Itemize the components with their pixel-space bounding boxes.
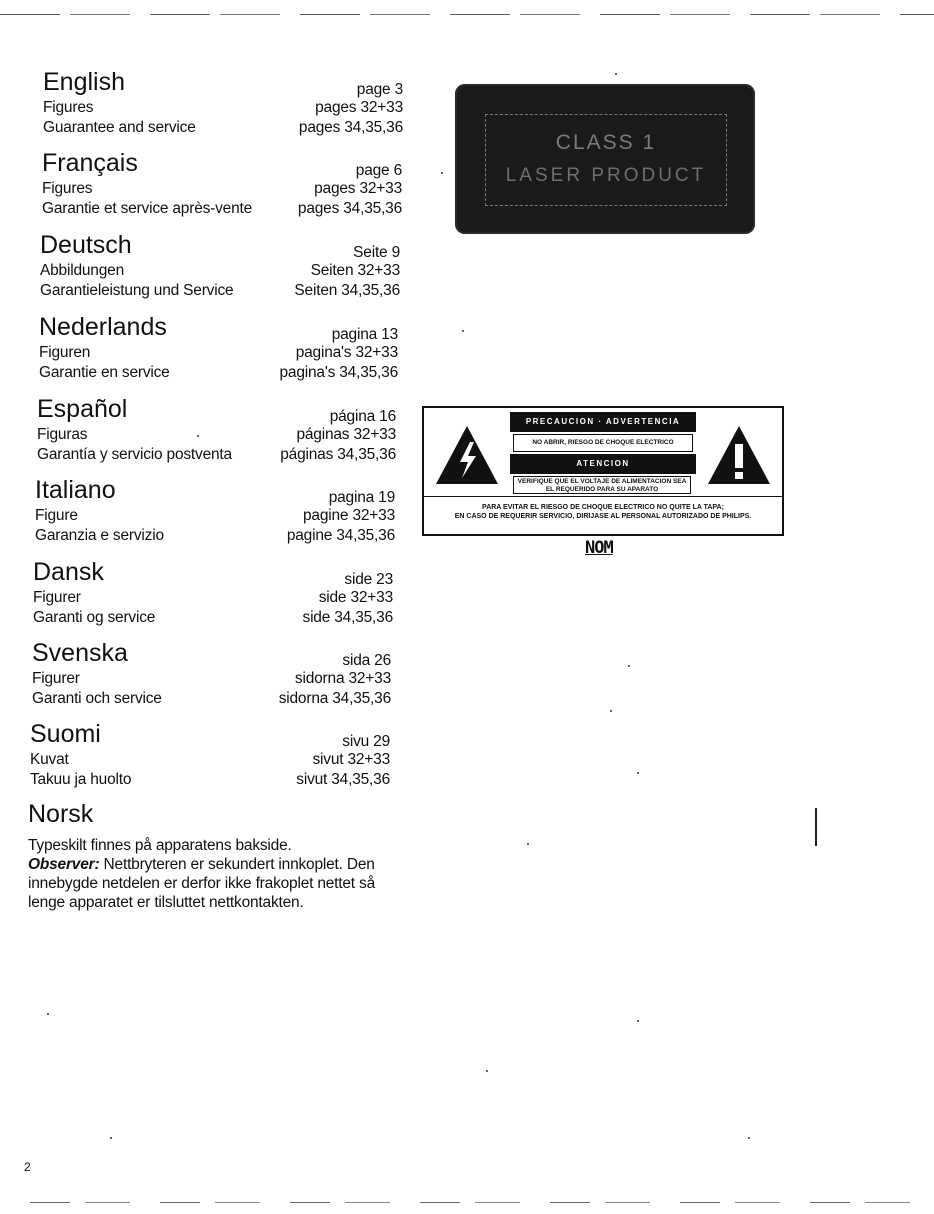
toc-row-page: side 34,35,36	[302, 609, 393, 626]
scan-speck	[637, 772, 639, 774]
scan-speck	[197, 435, 199, 437]
toc-row-page: pagina's 34,35,36	[279, 364, 398, 381]
toc-row-page: page 3	[356, 81, 403, 98]
toc-row-label: Garantía y servicio postventa	[37, 446, 232, 463]
toc-row-page: pages 32+33	[314, 180, 402, 197]
exclamation-warning-icon	[696, 408, 782, 496]
toc-row-label: Garantie en service	[39, 364, 170, 381]
scan-speck	[47, 1013, 49, 1015]
toc-row-page: pagine 32+33	[303, 507, 395, 524]
toc-row-page: pagina 19	[328, 489, 395, 506]
toc-row-page: sida 26	[342, 652, 391, 669]
observer-label: Observer:	[28, 856, 100, 873]
lang-heading: Italiano	[35, 476, 116, 504]
norsk-text	[28, 836, 408, 912]
toc-row-label: Figuras	[37, 426, 88, 443]
observer-text: Nettbryteren er sekundert innkoplet. Den innebygde netdelen er derfor ikke frakoplet nettet så lenge apparatet er tilsluttet nettkontakten.	[28, 856, 375, 911]
toc-row-label: Figurer	[32, 670, 80, 687]
scan-speck	[637, 1020, 639, 1022]
toc-row-page: páginas 32+33	[296, 426, 396, 443]
toc-row-label: Figurer	[33, 589, 81, 606]
toc-row-page: pages 34,35,36	[298, 119, 403, 136]
toc-row-label: Figures	[43, 99, 94, 116]
toc-row-label: Kuvat	[30, 751, 69, 768]
scan-speck	[628, 665, 630, 667]
toc-row-page: Seite 9	[353, 244, 400, 261]
lightning-warning-icon	[424, 408, 510, 496]
scan-speck	[527, 843, 529, 845]
toc-row-label: Garanti og service	[33, 609, 156, 626]
scan-speck	[462, 330, 464, 332]
toc-row-page: side 23	[344, 571, 393, 588]
warning-text-block	[510, 408, 696, 496]
scan-speck	[610, 710, 612, 712]
laser-label-line2: LASER PRODUCT	[505, 165, 707, 186]
toc-row-label: Figuren	[39, 344, 91, 361]
warning-bottom-line2: EN CASO DE REQUERIR SERVICIO, DIRIJASE AL PERSONAL AUTORIZADO DE PHILIPS.	[454, 513, 752, 520]
toc-row-label: Takuu ja huolto	[30, 771, 132, 788]
toc-row-page: pagine 34,35,36	[286, 527, 395, 544]
scan-speck	[441, 172, 443, 174]
scan-speck	[615, 73, 617, 75]
lang-heading-norsk: Norsk	[28, 800, 94, 828]
toc-row-label: Garantieleistung und Service	[40, 282, 234, 299]
scan-speck	[748, 1137, 750, 1139]
lang-heading: Français	[42, 149, 138, 177]
warning-line1: NO ABRIR, RIESGO DE CHOQUE ELECTRICO	[513, 434, 693, 452]
lang-heading: Deutsch	[40, 231, 132, 259]
top-scan-rule	[0, 14, 934, 15]
lang-heading: Dansk	[33, 558, 104, 586]
toc-row-page: sivu 29	[342, 733, 390, 750]
toc-row-page: página 16	[329, 408, 396, 425]
toc-row-page: pagina 13	[331, 326, 398, 343]
warning-line2: VERIFIQUE QUE EL VOLTAJE DE ALIMENTACION SEA EL REQUERIDO PARA SU APARATO	[513, 476, 691, 494]
toc-row-label: Figures	[42, 180, 93, 197]
laser-label-line1: CLASS 1	[555, 131, 657, 154]
warning-bottom-line1: PARA EVITAR EL RIESGO DE CHOQUE ELECTRICO NO QUITE LA TAPA;	[482, 504, 724, 511]
toc-row-label: Guarantee and service	[43, 119, 196, 136]
toc-row-page: sidorna 32+33	[294, 670, 391, 687]
lang-heading: English	[43, 68, 125, 96]
toc-row-page: sivut 32+33	[312, 751, 390, 768]
toc-row-page: pagina's 32+33	[295, 344, 398, 361]
scan-speck	[110, 1137, 112, 1139]
bottom-scan-rule	[30, 1202, 930, 1203]
toc-row-label: Garanti och service	[32, 690, 162, 707]
atencion-header: ATENCION	[510, 454, 696, 474]
margin-mark	[815, 808, 817, 846]
warning-header: PRECAUCION · ADVERTENCIA	[510, 412, 696, 432]
toc-row-label: Abbildungen	[40, 262, 124, 279]
laser-class-label	[455, 84, 755, 234]
lang-heading: Español	[37, 395, 128, 423]
warning-label	[422, 406, 784, 536]
toc-row-page: sivut 34,35,36	[296, 771, 390, 788]
page-number: 2	[24, 1160, 31, 1174]
toc-row-label: Garantie et service après-vente	[42, 200, 253, 217]
toc-row-page: side 32+33	[318, 589, 393, 606]
lang-heading: Svenska	[32, 639, 128, 667]
toc-row-label: Figure	[35, 507, 78, 524]
toc-row-label: Garanzia e servizio	[35, 527, 164, 544]
warning-bottom-text	[424, 496, 782, 521]
norsk-line1: Typeskilt finnes på apparatens bakside.	[28, 837, 292, 854]
toc-row-page: páginas 34,35,36	[280, 446, 396, 463]
toc-row-page: Seiten 32+33	[310, 262, 400, 279]
nom-mark: NOM	[585, 538, 613, 558]
laser-label-frame	[485, 114, 727, 206]
toc-row-page: sidorna 34,35,36	[278, 690, 391, 707]
lang-heading: Nederlands	[39, 313, 167, 341]
toc-row-page: pages 32+33	[315, 99, 403, 116]
toc-row-page: page 6	[355, 162, 402, 179]
lang-heading: Suomi	[30, 720, 101, 748]
toc-row-page: Seiten 34,35,36	[294, 282, 400, 299]
scan-speck	[486, 1070, 488, 1072]
toc-row-page: pages 34,35,36	[297, 200, 402, 217]
